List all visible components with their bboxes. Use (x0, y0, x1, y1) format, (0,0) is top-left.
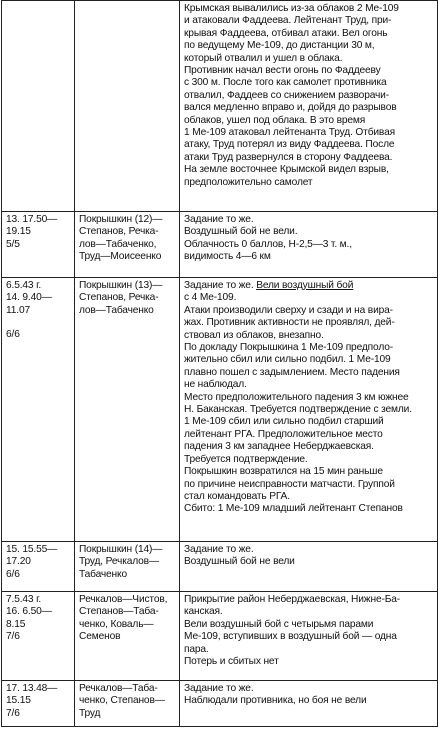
crew-line: Семенов (79, 631, 121, 643)
text-line: отвалил, Фаддеев со снижением разворачи- (184, 89, 389, 101)
crew-line: Степанов, Речка- (79, 226, 159, 238)
date-cell (2, 212, 75, 278)
text-line: и атаковали Фаддеева. Лейтенант Труд, при- (184, 15, 392, 27)
crew-cell (75, 592, 180, 681)
text-line: Воздушный бой не вели. (184, 226, 298, 238)
report-cell (180, 1, 438, 212)
table-row (2, 592, 438, 681)
text-line: Вели воздушный бой с четырьмя парами (184, 618, 374, 630)
crew-line: Степанов, Речка- (79, 292, 159, 304)
crew-line: Покрышкин (13)— (79, 280, 163, 291)
text-line: Требуется подтверждение. (184, 453, 308, 465)
text-line: пара. (184, 643, 209, 655)
text-line: канская. (184, 606, 223, 618)
text-line: Место предположительного падения 3 км южнее (184, 391, 409, 403)
date-line: 6/6 (6, 568, 20, 580)
crew-line: ченко, Степанов— (79, 695, 165, 707)
table-row (2, 278, 438, 542)
text-line: Ме-109, вступивших в воздушный бой — одна (184, 631, 397, 643)
date-line: 7/6 (6, 631, 20, 643)
date-line: 5/5 (6, 238, 20, 250)
table-row (2, 542, 438, 592)
table-row (2, 212, 438, 278)
date-line: 7.5.43 г. (6, 594, 42, 605)
crew-line: Речкалов—Чистов, (79, 594, 168, 605)
date-line: 6/6 (6, 329, 20, 341)
date-cell (2, 681, 75, 727)
crew-line: Табаченко (79, 568, 127, 580)
date-cell (2, 542, 75, 592)
text-line: с 4 Ме-109. (184, 292, 237, 304)
date-line: 17.20 (6, 556, 31, 568)
text-line: по ведущему Ме-109, до дистанции 30 м, (184, 40, 375, 52)
text-line: Н. Баканская. Требуется подтверждение с земли. (184, 404, 412, 416)
text-line: с 300 м. После того как самолет противника (184, 77, 387, 89)
date-cell (2, 278, 75, 542)
report-cell (180, 542, 438, 592)
text-line: Атаки производили сверху и сзади и на вира- (184, 304, 393, 316)
text-line: Сбито: 1 Ме-109 младший лейтенант Степанов (184, 503, 403, 515)
text-line: предположительно самолет (184, 176, 313, 188)
text-line: плавно пошел с задымлением. Место падения (184, 366, 400, 378)
text-line: по причине неисправности матчасти. Группой (184, 478, 395, 490)
sortie-log-table (1, 0, 438, 727)
text-line: стал командовать РГА. (184, 490, 290, 502)
crew-cell (75, 278, 180, 542)
report-cell (180, 592, 438, 681)
underlined-text: Вели воздушный бой (256, 280, 354, 291)
text-line: видимость 4—6 км (184, 251, 271, 263)
text-line: Потерь и сбитых нет (184, 656, 279, 668)
crew-line: Труд (79, 707, 101, 719)
date-line: 17. 13.48— (6, 683, 58, 694)
date-line: 7/6 (6, 707, 20, 719)
crew-cell (75, 1, 180, 212)
text-line: жительно сбил или сильно подбил. 1 Ме-109 (184, 354, 391, 366)
crew-line: Покрышкин (12)— (79, 214, 163, 225)
text-line: Задание то же. (184, 683, 254, 694)
date-line: 16. 6.50— (6, 606, 52, 618)
date-line: 11.07 (6, 304, 30, 316)
crew-line: Степанов—Таба- (79, 606, 159, 618)
text-fragment: Задание то же. (184, 280, 257, 291)
date-line: 6.5.43 г. (6, 280, 42, 291)
table-row (2, 1, 438, 212)
report-cell (180, 278, 438, 542)
date-cell (2, 1, 75, 212)
text-line: атаки Труд развернулся в сторону Фаддеева. (184, 151, 393, 163)
text-line: который отвалил и ушел в облака. (184, 52, 343, 64)
date-line: 14. 9.40— (6, 292, 52, 304)
date-line: 15. 15.55— (6, 544, 58, 555)
crew-line: Труд—Моисеенко (79, 251, 162, 263)
text-line (184, 280, 434, 292)
date-line: 15.15 (6, 695, 31, 707)
date-cell (2, 592, 75, 681)
text-line: Наблюдали противника, но боя не вели (184, 695, 367, 707)
text-line: падения 3 км западнее Неберджаевская. (184, 441, 374, 453)
table-row (2, 681, 438, 727)
text-line: По докладу Покрышкина 1 Ме-109 предполо- (184, 342, 393, 354)
date-line: 13. 17.50— (6, 214, 58, 225)
crew-line: Покрышкин (14)— (79, 544, 163, 555)
spacer (6, 317, 71, 329)
date-line: 8.15 (6, 618, 26, 630)
text-line: 1 Ме-109 сбил или сильно подбил старший (184, 416, 384, 428)
crew-line: лов—Табаченко (79, 304, 154, 316)
date-line: 19.15 (6, 226, 31, 238)
text-line: Прикрытие район Неберджаевская, Нижне-Ба- (184, 594, 400, 605)
text-line: не наблюдал. (184, 379, 247, 391)
text-line: Воздушный бой не вели (184, 556, 295, 568)
crew-line: Речкалов—Таба- (79, 683, 158, 694)
text-line: жах. Противник активности не проявлял, дей- (184, 317, 395, 329)
text-line: облаков, ушел под облака. В это время (184, 114, 366, 126)
report-cell (180, 681, 438, 727)
text-line: Задание то же. (184, 544, 254, 555)
text-line: Противник начал вести огонь по Фаддееву (184, 65, 381, 77)
crew-cell (75, 212, 180, 278)
crew-cell (75, 542, 180, 592)
text-line: Крымская вывалились из-за облаков 2 Ме-109 (184, 3, 399, 14)
report-cell (180, 212, 438, 278)
text-line: крывая Фаддеева, отбивал атаки. Вел огонь (184, 27, 388, 39)
crew-cell (75, 681, 180, 727)
text-line: ствовал из облаков, внезапно. (184, 329, 324, 341)
text-line: Задание то же. (184, 214, 254, 225)
crew-line: ченко, Коваль— (79, 618, 154, 630)
text-line: 1 Ме-109 атаковал лейтенанта Труд. Отбивая (184, 127, 395, 139)
crew-line: Труд, Речкалов— (79, 556, 159, 568)
text-line: вался медленно вправо и, дойдя до разрывов (184, 102, 397, 114)
text-line: Покрышкин возвратился на 15 мин раньше (184, 466, 383, 478)
text-line: атаку, Труд потерял из виду Фаддеева. После (184, 139, 395, 151)
crew-line: лов—Табаченко, (79, 238, 157, 250)
text-line: Облачность 0 баллов, Н-2,5—3 т. м., (184, 238, 352, 250)
text-line: На земле восточнее Крымской видел взрыв, (184, 164, 389, 176)
text-line: лейтенант РГА. Предположительное место (184, 428, 383, 440)
